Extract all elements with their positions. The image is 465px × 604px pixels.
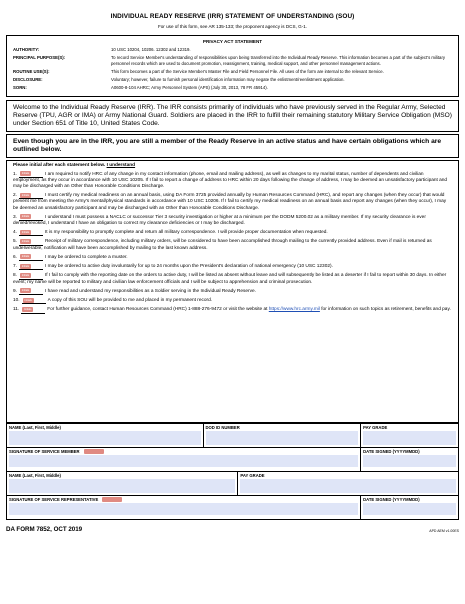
privacy-row-purpose <box>13 55 452 66</box>
initials-field[interactable] <box>21 307 45 313</box>
sign-here-tag[interactable] <box>84 449 104 454</box>
member-date-cell <box>361 447 459 471</box>
member-date-input[interactable] <box>363 455 456 467</box>
initials-sign-tag[interactable]: Initials <box>21 255 30 259</box>
dod-id-input[interactable] <box>206 431 359 445</box>
privacy-text: A0600-8-104 AHRC; Army Personnel System (APS) (July 30, 2013, 78 FR 45914). <box>111 85 268 91</box>
initials-field[interactable] <box>19 289 43 295</box>
member-signature-cell <box>7 447 361 471</box>
statement-11 <box>13 307 452 313</box>
statement-number: 1. <box>13 171 17 177</box>
statement-number: 7. <box>13 264 17 270</box>
statements-understand: I understand <box>106 162 136 168</box>
privacy-label: SORN: <box>13 85 27 91</box>
welcome-paragraph: Welcome to the Individual Ready Reserve (IRR). The IRR consists primarily of individuals who have previously served in the Regular Army, Selected Reserve (TPU, AGR or IMA) or Army National Guard. Soldiers are placed in the IRR to fulfill their remaining statutory Military Service Obligation (MSO) under Section 651 of Title 10, United States Code. <box>6 100 459 132</box>
rep-date-label: DATE SIGNED (YYYYMMDD) <box>363 496 420 502</box>
initials-field[interactable] <box>19 255 43 261</box>
privacy-row-routine-uses <box>13 69 452 75</box>
statement-number: 2. <box>13 193 17 199</box>
rep-signature-label: SIGNATURE OF SERVICE REPRESENTATIVE <box>9 496 99 502</box>
rep-pay-grade-label: PAY GRADE <box>240 472 265 478</box>
statement-3 <box>13 215 452 227</box>
initials-sign-tag[interactable]: Initials <box>24 298 32 302</box>
initials-sign-tag[interactable]: Initials <box>24 308 32 312</box>
initials-field[interactable] <box>19 172 43 178</box>
initials-sign-tag[interactable]: Initials <box>21 193 30 197</box>
privacy-label: DISCLOSURE: <box>13 77 43 83</box>
privacy-row-authority <box>13 47 452 53</box>
sign-here-tag[interactable] <box>102 497 122 502</box>
statement-text: I must certify my medical readiness on an annual basis, using DA Form 3725 provided annually by Human Resources Command (HRC), and report any changes (when they occur) that would prevent me from meeting the Army's mental/physical standards in accordance with 10 USC 10206. If I fail to certify my medical readiness on an annual basis and report any changes (when they occur), I may be deemed an unsatisfactory participant and may be discharged with an Other than Honorable Conditions Discharge. <box>13 193 447 211</box>
statement-text: I may be ordered to complete a muster. <box>44 254 128 260</box>
member-signature-label: SIGNATURE OF SERVICE MEMBER <box>9 448 80 454</box>
statement-text: Receipt of military correspondence, including military orders, will be considered to have been accomplished through mailing to the currently provided address. Even if mail is returned as undeliverable, notification will have been accomplished by mailing to the last known address. <box>13 239 432 251</box>
member-signature-field[interactable] <box>9 455 358 467</box>
initials-sign-tag[interactable]: Initials <box>21 274 30 278</box>
initials-sign-tag[interactable]: Initials <box>21 264 30 268</box>
initials-sign-tag[interactable]: Initials <box>21 230 30 234</box>
statement-number: 3. <box>13 214 17 220</box>
statement-text: If I fail to comply with the reporting date on the orders to active duty, I will be listed as absent without leave and will subsequently be listed as a deserter if I fail to report within 30 days. In either event; my name will be reported to military and civilian law enforcement officials and I will be subject to apprehension and criminal prosecution. <box>13 273 447 285</box>
statement-6 <box>13 255 452 261</box>
member-name-input[interactable] <box>9 431 201 445</box>
statement-number: 9. <box>13 288 17 294</box>
member-name-cell <box>7 423 204 447</box>
member-date-label: DATE SIGNED (YYYYMMDD) <box>363 448 420 454</box>
statement-text: It is my responsibility to promptly complete and return all military correspondence. I will provide proper documentation when requested. <box>44 230 328 236</box>
rep-name-cell <box>7 471 238 495</box>
privacy-row-disclosure <box>13 77 452 83</box>
statement-4 <box>13 230 452 236</box>
initials-sign-tag[interactable]: Initials <box>21 215 30 219</box>
dod-id-label: DOD ID NUMBER <box>205 424 240 430</box>
rep-pay-grade-cell <box>238 471 459 495</box>
statement-2 <box>13 193 452 211</box>
initials-field[interactable] <box>19 193 43 199</box>
statement-text: I am required to notify HRC of any change in my contact information (phone, email and mailing address), as well as changes to my marital status, number of dependents and civilian employment, as they occur in accordance with 10 USC 10205. If I fail to report a change of address to HRC within 20 days following the change of address, I may be deemed an unsatisfactory participant and may be discharged with an Other than Honorable Conditions Discharge. <box>13 171 448 190</box>
privacy-act-title: PRIVACY ACT STATEMENT <box>202 39 263 44</box>
statements-section <box>6 160 459 423</box>
statement-1 <box>13 172 452 190</box>
statements-instruction: Please initial after each statement below. <box>13 162 106 168</box>
member-pay-grade-input[interactable] <box>363 431 456 445</box>
privacy-row-sorn <box>13 85 452 91</box>
rep-name-label: NAME (Last, First, Middle) <box>9 472 61 478</box>
hrc-website-link[interactable]: https://www.hrc.army.mil <box>268 307 320 313</box>
privacy-text: To record Service Member's understanding of responsibilities upon being transferred into the Individual Ready Reserve. This information becomes a part of the subject's military personnel records which are used to document promotion, reassignment, training, medical support, and other personnel management actions. <box>111 55 446 66</box>
privacy-label: AUTHORITY: <box>13 47 40 52</box>
rep-signature-field[interactable] <box>9 503 358 515</box>
dod-id-cell <box>203 423 361 447</box>
initials-field[interactable] <box>19 264 43 270</box>
signature-table <box>6 423 459 520</box>
rep-pay-grade-input[interactable] <box>240 479 456 493</box>
form-footer <box>6 526 459 533</box>
statement-text: I have read and understand my responsibilities as a Soldier serving in the Individual Ready Reserve. <box>44 288 256 294</box>
member-pay-grade-cell <box>361 423 459 447</box>
statement-text: for information on such topics as retirement, benefits and pay. <box>321 307 451 313</box>
rep-signature-cell <box>7 495 361 519</box>
form-subtitle: For use of this form, see AR 135-133; the proponent agency is DCS, G-1. <box>157 24 308 29</box>
initials-sign-tag[interactable]: Initials <box>21 240 30 244</box>
obligations-notice: Even though you are in the IRR, you are still a member of the Ready Reserve in an active status and have certain obligations which are outlined below. <box>6 134 459 158</box>
statement-number: 10. <box>13 298 20 304</box>
statement-number: 6. <box>13 254 17 260</box>
pay-grade-label: PAY GRADE <box>363 424 388 430</box>
statement-number: 5. <box>13 239 17 245</box>
statement-text: I may be ordered to active duty involuntarily for up to 24 months upon the President's declaration of national emergency (10 USC 12302). <box>44 264 333 270</box>
statement-text: A copy of this SOU will be provided to me and placed in my permanent record. <box>47 298 213 304</box>
statement-number: 8. <box>13 273 17 279</box>
statement-9 <box>13 289 452 295</box>
privacy-act-statement <box>6 35 459 97</box>
statement-number: 11. <box>13 307 20 313</box>
rep-date-input[interactable] <box>363 503 456 515</box>
statement-7 <box>13 264 452 270</box>
statements-title <box>13 163 452 169</box>
rep-date-cell <box>361 495 459 519</box>
statement-5 <box>13 239 452 251</box>
privacy-text: 10 USC 10204, 10206. 12302 and 12319. <box>111 47 191 52</box>
initials-field[interactable] <box>19 273 43 279</box>
statement-number: 4. <box>13 230 17 236</box>
initials-field[interactable] <box>19 230 43 236</box>
initials-field[interactable] <box>22 298 46 304</box>
apd-version: APD AEM v1.00ES <box>429 528 459 533</box>
form-title: INDIVIDUAL READY RESERVE (IRR) STATEMENT OF UNDERSTANDING (SOU) <box>110 13 355 20</box>
initials-field[interactable] <box>19 215 43 221</box>
form-number: DA FORM 7852, OCT 2019 <box>6 525 83 533</box>
privacy-text: Voluntary; however, failure to furnish personal identification information may negate the enlistment/reenlistment application. <box>111 77 345 83</box>
initials-field[interactable] <box>19 239 43 245</box>
member-name-label: NAME (Last, First, Middle) <box>9 424 61 430</box>
rep-name-input[interactable] <box>9 479 235 493</box>
privacy-label: PRINCIPAL PURPOSE(S): <box>13 55 66 61</box>
initials-sign-tag[interactable]: Initials <box>21 172 30 176</box>
privacy-text: This form becomes a part of the Service Member's Master File and Field Personnel File. All uses of the form are internal to the relevant Service. <box>111 68 384 74</box>
statement-text: For further guidance, contact Human Resources Command (HRC) 1-888-276-9472 or visit the website at <box>47 307 268 313</box>
statement-text: I understand I must possess a NACLC or successor Tier 3 security investigation or higher at a minimum per the DODM 5200.02 as a military member. If my security clearance is ever denied/revoked, I understand I have an obligation to correct my clearance deficiencies or I may be discharged. <box>13 214 426 226</box>
statement-10 <box>13 298 452 304</box>
statement-8 <box>13 273 452 285</box>
privacy-label: ROUTINE USE(S): <box>13 68 50 74</box>
initials-sign-tag[interactable]: Initials <box>21 289 30 293</box>
